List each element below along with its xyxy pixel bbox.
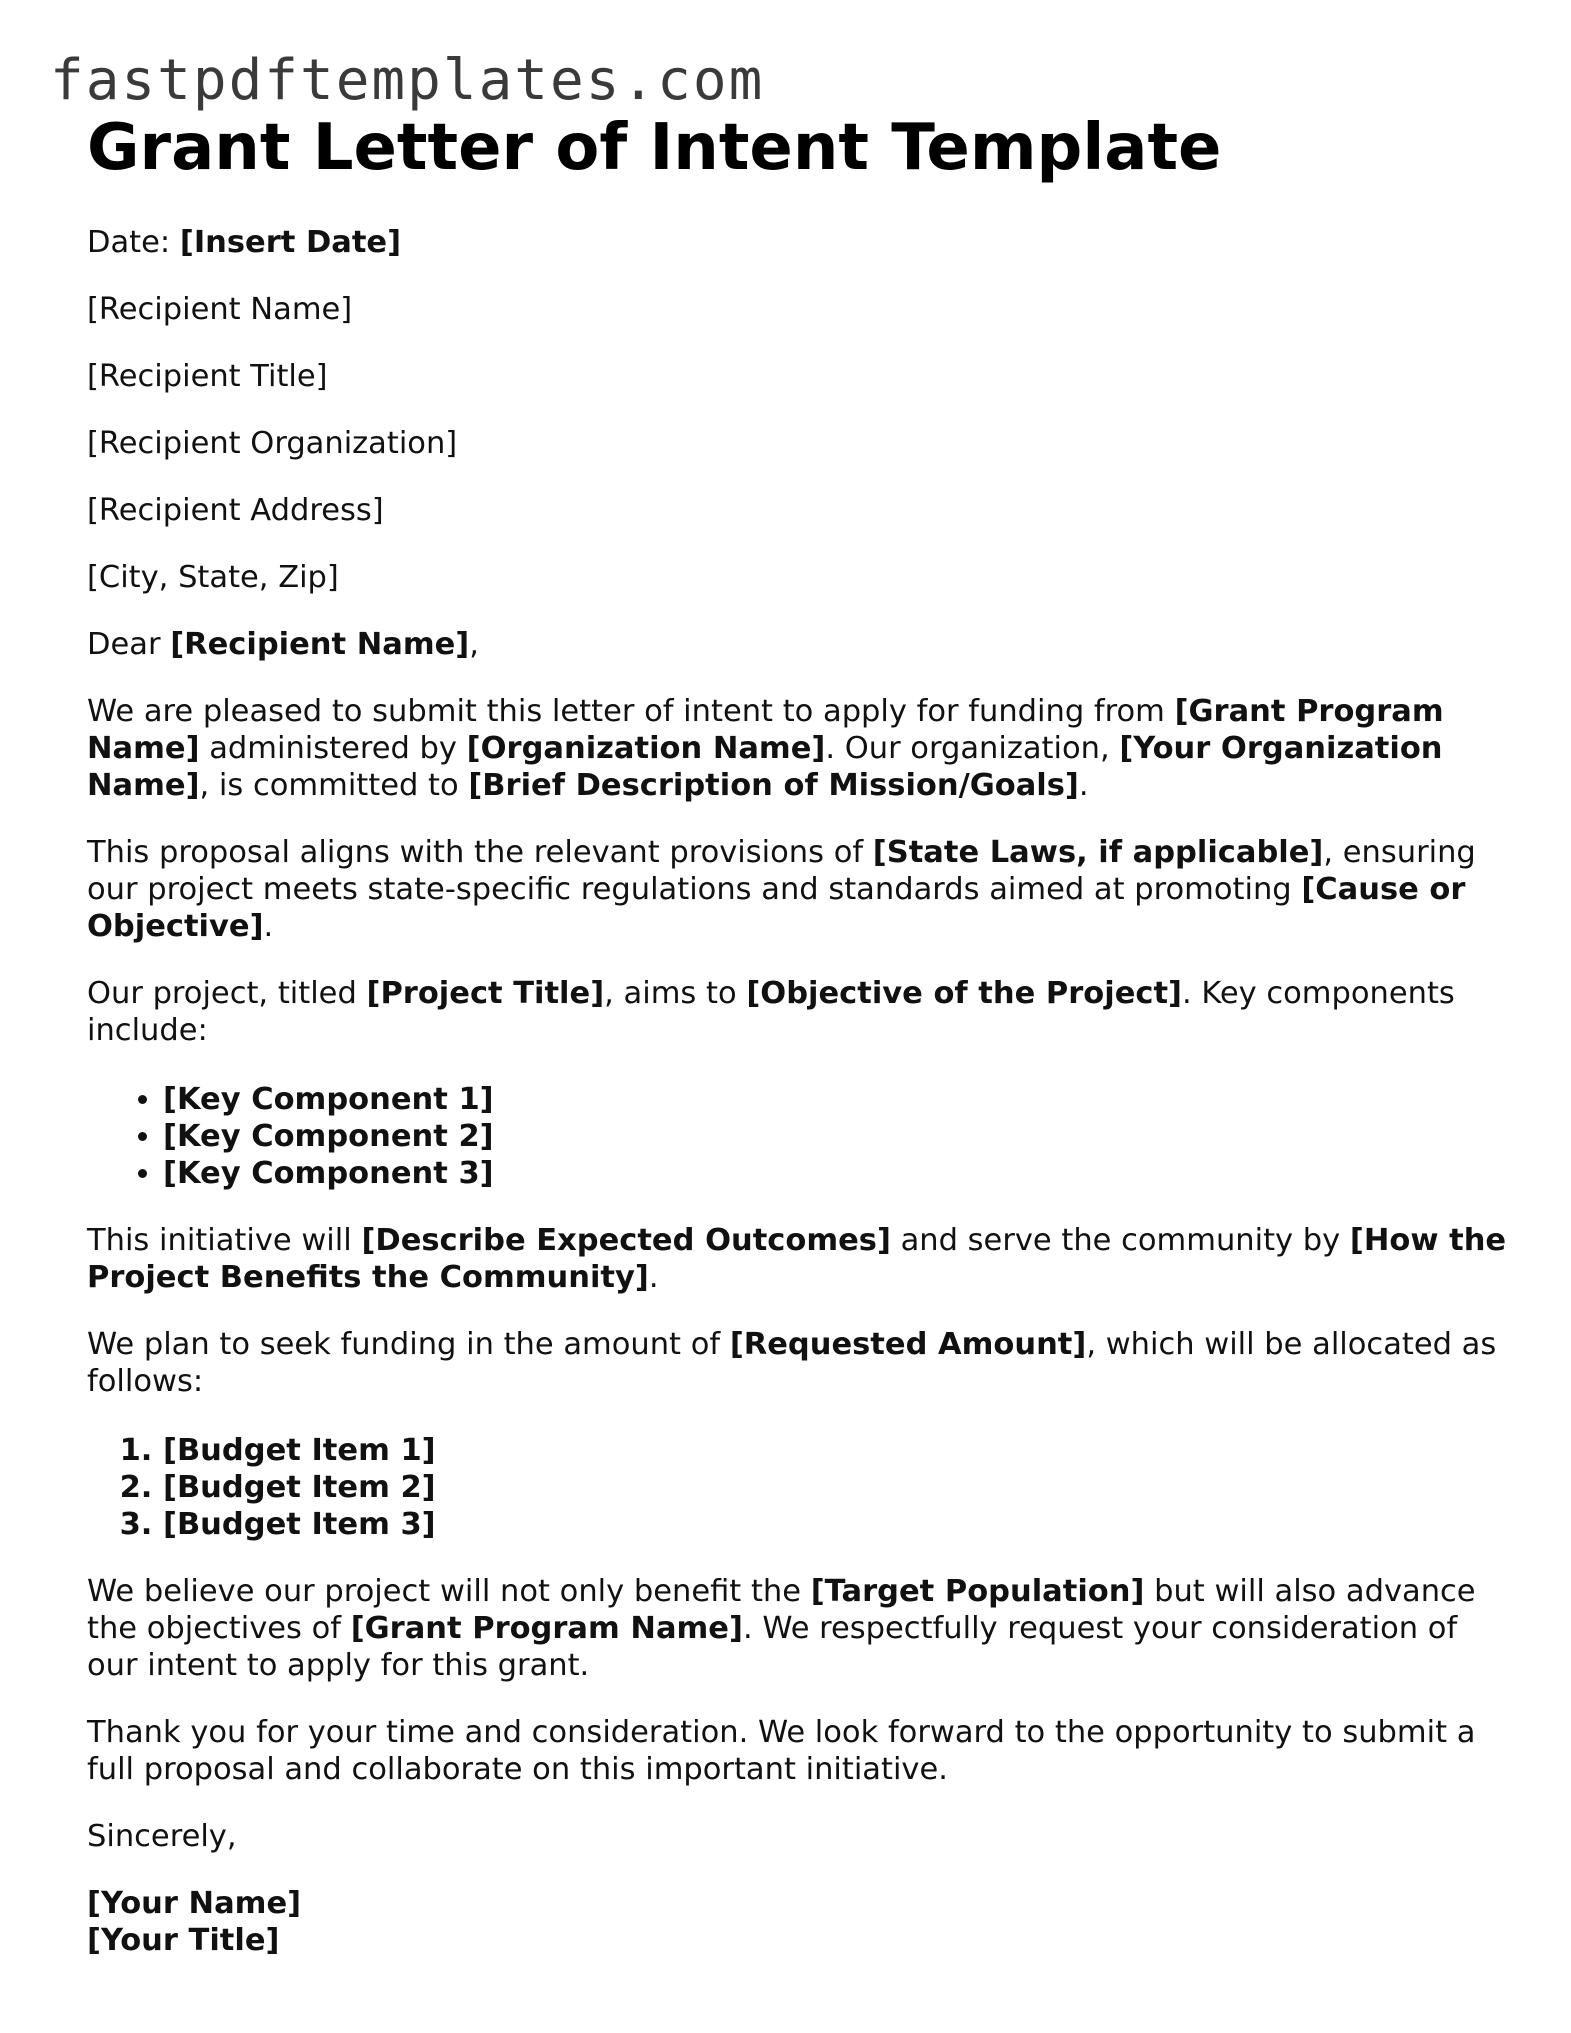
text-segment: We are pleased to submit this letter of intent to apply for funding from xyxy=(87,694,1175,729)
list-item: 1. [Budget Item 1] xyxy=(163,1432,1507,1469)
placeholder-target-population: [Target Population] xyxy=(810,1574,1145,1609)
placeholder-mission: [Brief Description of Mission/Goals] xyxy=(468,768,1079,803)
placeholder-your-organization: [Your Organization Name] xyxy=(87,731,1443,803)
paragraph-state-laws xyxy=(87,834,1507,945)
text-segment: , ensuring our project meets state-specific regulations and standards aimed at promoting xyxy=(87,835,1476,907)
page-title: Grant Letter of Intent Template xyxy=(87,111,1222,185)
signer-name: [Your Name] xyxy=(87,1886,302,1921)
text-segment: Our project, titled xyxy=(87,976,367,1011)
placeholder-project-objective: [Objective of the Project] xyxy=(746,976,1182,1011)
text-segment: but will also advance the objectives of xyxy=(87,1574,1476,1646)
signer-title: [Your Title] xyxy=(87,1923,280,1958)
text-segment: We plan to seek funding in the amount of xyxy=(87,1327,730,1362)
recipient-title: [Recipient Title] xyxy=(87,359,328,394)
placeholder-organization: [Organization Name] xyxy=(466,731,826,766)
placeholder-state-laws: [State Laws, if applicable] xyxy=(872,835,1324,870)
text-segment: . xyxy=(648,1260,659,1295)
text-segment: , which will be allocated as follows: xyxy=(87,1327,1497,1399)
text-segment: We believe our project will not only benefit the xyxy=(87,1574,811,1609)
site-watermark: fastpdftemplates.com xyxy=(50,48,765,113)
date-label: Date: xyxy=(87,225,180,260)
text-segment: . xyxy=(1078,768,1089,803)
list-item: 3. [Budget Item 3] xyxy=(163,1506,1507,1543)
placeholder-requested-amount: [Requested Amount] xyxy=(729,1327,1087,1362)
paragraph-intro xyxy=(87,693,1507,804)
text-segment: . Our organization, xyxy=(825,731,1120,766)
text-segment: and serve the community by xyxy=(890,1223,1350,1258)
paragraph-project xyxy=(87,975,1507,1049)
list-item: 2. [Budget Item 2] xyxy=(163,1469,1507,1506)
paragraph-outcomes xyxy=(87,1222,1507,1296)
text-segment: administered by xyxy=(199,731,467,766)
text-segment: . Key components include: xyxy=(87,976,1455,1048)
list-item: • [Key Component 2] xyxy=(163,1118,1507,1155)
text-segment: , is committed to xyxy=(199,768,469,803)
letter-document xyxy=(87,108,1507,1959)
budget-items-list xyxy=(87,1432,1507,1543)
text-segment: , aims to xyxy=(604,976,747,1011)
text-segment: . We respectfully request your consideration of our intent to apply for this grant. xyxy=(87,1611,1458,1683)
placeholder-grant-program: [Grant Program Name] xyxy=(350,1611,743,1646)
placeholder-grant-program: [Grant Program Name] xyxy=(87,694,1444,766)
date-placeholder: [Insert Date] xyxy=(179,225,402,260)
salutation-suffix: , xyxy=(469,627,479,662)
recipient-address: [Recipient Address] xyxy=(87,493,384,528)
list-item: • [Key Component 3] xyxy=(163,1155,1507,1192)
key-components-list xyxy=(87,1081,1507,1192)
signature-block xyxy=(87,1885,1507,1959)
paragraph-thanks: Thank you for your time and consideration. We look forward to the opportunity to submit a full proposal and collaborate on this important initiative. xyxy=(87,1715,1476,1787)
paragraph-funding xyxy=(87,1326,1507,1400)
placeholder-outcomes: [Describe Expected Outcomes] xyxy=(361,1223,891,1258)
salutation-prefix: Dear xyxy=(87,627,171,662)
salutation xyxy=(87,626,1507,663)
placeholder-cause: [Cause or Objective] xyxy=(87,872,1466,944)
placeholder-community-benefit: [How the Project Benefits the Community] xyxy=(87,1223,1507,1295)
recipient-name: [Recipient Name] xyxy=(87,292,353,327)
text-segment: . xyxy=(263,909,274,944)
paragraph-benefit xyxy=(87,1573,1507,1684)
recipient-city-state-zip: [City, State, Zip] xyxy=(87,560,339,595)
closing: Sincerely, xyxy=(87,1819,237,1854)
text-segment: This proposal aligns with the relevant provisions of xyxy=(87,835,873,870)
list-item: • [Key Component 1] xyxy=(163,1081,1507,1118)
date-line xyxy=(87,224,1507,261)
text-segment: This initiative will xyxy=(87,1223,362,1258)
salutation-name: [Recipient Name] xyxy=(170,627,470,662)
recipient-organization: [Recipient Organization] xyxy=(87,426,458,461)
placeholder-project-title: [Project Title] xyxy=(366,976,605,1011)
